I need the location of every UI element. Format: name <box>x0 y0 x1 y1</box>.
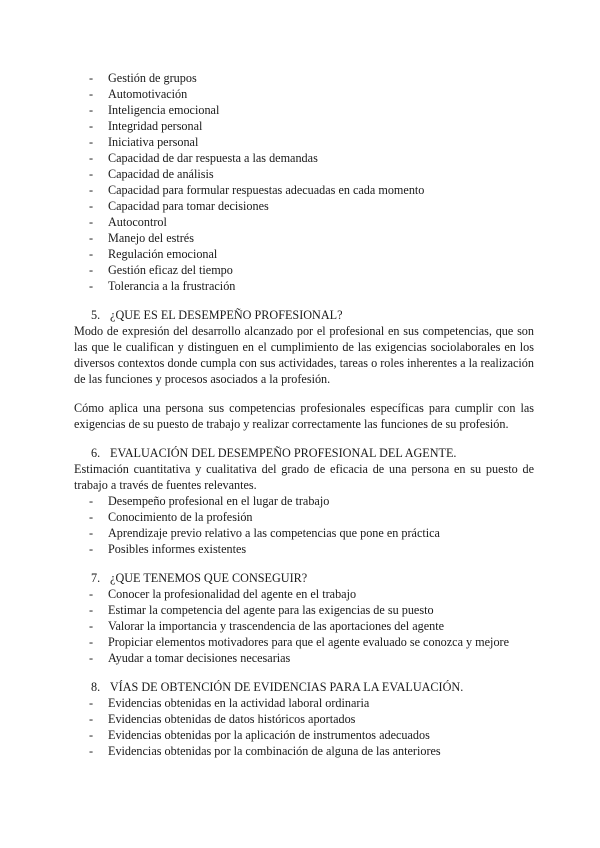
document-body <box>74 70 534 759</box>
list-item: - Ayudar a tomar decisiones necesarias <box>89 651 291 665</box>
list-item: - Posibles informes existentes <box>89 542 247 556</box>
list-item: - Capacidad de dar respuesta a las demandas <box>89 151 318 165</box>
section-8-list <box>74 695 534 759</box>
list-item: - Inteligencia emocional <box>89 103 220 117</box>
list-item: - Capacidad para formular respuestas adecuadas en cada momento <box>89 183 425 197</box>
list-item: - Manejo del estrés <box>89 231 194 245</box>
list-item: - Desempeño profesional en el lugar de trabajo <box>89 494 330 508</box>
list-item: - Regulación emocional <box>89 247 218 261</box>
list-item: - Evidencias obtenidas por la combinación de alguna de las anteriores <box>89 744 441 758</box>
list-item: - Evidencias obtenidas de datos históricos aportados <box>89 712 356 726</box>
list-item: - Automotivación <box>89 87 188 101</box>
list-item: - Estimar la competencia del agente para las exigencias de su puesto <box>89 603 434 617</box>
section-5-paragraph-1: Modo de expresión del desarrollo alcanzado por el profesional en sus competencias, que son las que le cualifican y distinguen en el cumplimiento de las exigencias sociolaborales en los diversos contextos donde cumpla con sus actividades, tareas o roles inherentes a la realización de las funciones y procesos asociados a la profesión. <box>74 324 534 386</box>
list-item: - Tolerancia a la frustración <box>89 279 236 293</box>
section-7-heading: 7. ¿QUE TENEMOS QUE CONSEGUIR? <box>91 571 308 585</box>
section-7-list <box>74 586 534 666</box>
list-item: - Gestión de grupos <box>89 71 197 85</box>
list-item: - Evidencias obtenidas en la actividad laboral ordinaria <box>89 696 370 710</box>
list-item: - Propiciar elementos motivadores para que el agente evaluado se conozca y mejore <box>89 635 510 649</box>
list-item: - Integridad personal <box>89 119 203 133</box>
section-6-paragraph: Estimación cuantitativa y cualitativa del grado de eficacia de una persona en su puesto de trabajo a través de fuentes relevantes. <box>74 462 534 492</box>
list-item: - Valorar la importancia y trascendencia de las aportaciones del agente <box>89 619 445 633</box>
list-item: - Evidencias obtenidas por la aplicación de instrumentos adecuados <box>89 728 430 742</box>
section-5-paragraph-2: Cómo aplica una persona sus competencias profesionales específicas para cumplir con las exigencias de su puesto de trabajo y realizar correctamente las funciones de su profesión. <box>74 401 534 431</box>
section-6-heading: 6. EVALUACIÓN DEL DESEMPEÑO PROFESIONAL DEL AGENTE. <box>91 446 457 460</box>
list-item: - Autocontrol <box>89 215 167 229</box>
list-item: - Iniciativa personal <box>89 135 199 149</box>
section-8-heading: 8. VÍAS DE OBTENCIÓN DE EVIDENCIAS PARA LA EVALUACIÓN. <box>91 680 464 694</box>
section-5-heading: 5. ¿QUE ES EL DESEMPEÑO PROFESIONAL? <box>91 308 343 322</box>
list-item: - Capacidad de análisis <box>89 167 214 181</box>
list-item: - Gestión eficaz del tiempo <box>89 263 233 277</box>
list-item: - Aprendizaje previo relativo a las competencias que pone en práctica <box>89 526 440 540</box>
list-item: - Conocer la profesionalidad del agente en el trabajo <box>89 587 357 601</box>
list-item: - Capacidad para tomar decisiones <box>89 199 269 213</box>
section-6-list <box>74 493 534 557</box>
list-item: - Conocimiento de la profesión <box>89 510 253 524</box>
competencies-list <box>74 70 534 294</box>
